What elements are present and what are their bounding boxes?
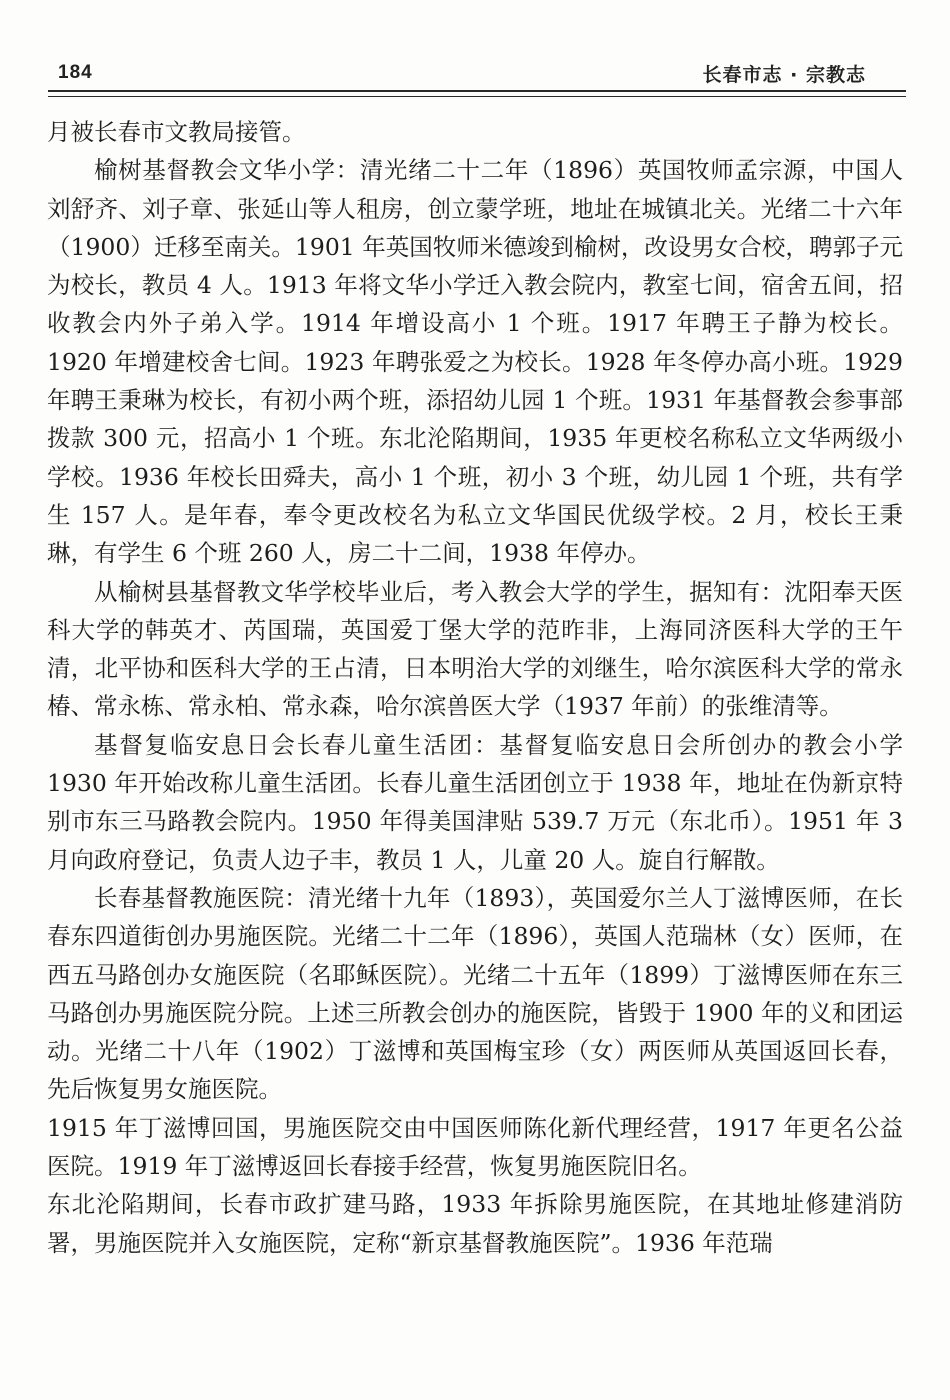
page-number: 184 — [58, 62, 93, 83]
body-text — [47, 113, 903, 1262]
header-rule — [48, 90, 906, 97]
paragraph-yushu-school: 榆树基督教会文华小学：清光绪二十二年（1896）英国牧师孟宗源，中国人刘舒齐、刘子章、张延山等人租房，创立蒙学班，地址在城镇北关。光绪二十六年（1900）迁移至南关。1901 年英国牧师米德竣到榆树，改设男女合校，聘郭子元为校长，教员 4 人。1913 年将文华小学迁入教会院内，教室七间，宿舍五间，招收教会内外子弟入学。1914 年增设高小 1 个班。1917 年聘王子静为校长。1920 年增建校舍七间。1923 年聘张爱之为校长。1928 年冬停办高小班。1929 年聘王秉琳为校长，有初小两个班，添招幼儿园 1 个班。1931 年基督教会参事部拨款 300 元，招高小 1 个班。东北沦陷期间，1935 年更校名称私立文华两级小学校。1936 年校长田舜夫，高小 1 个班，初小 3 个班，幼儿园 1 个班，共有学生 157 人。是年春，奉令更改校名为私立文华国民优级学校。2 月，校长王秉琳，有学生 6 个班 260 人，房二十二间，1938 年停办。 — [47, 156, 903, 568]
page-header — [48, 58, 902, 92]
paragraph-hospital: 长春基督教施医院：清光绪十九年（1893），英国爱尔兰人丁滋博医师，在长春东四道街创办男施医院。光绪二十二年（1896），英国人范瑞林（女）医师，在西五马路创办女施医院（名耶稣医院）。光绪二十五年（1899）丁滋博医师在东三马路创办男施医院分院。上述三所教会创办的施医院，皆毁于 1900 年的义和团运动。光绪二十八年（1902）丁滋博和英国梅宝珍（女）两医师从英国返回长春，先后恢复男女施医院。 — [47, 883, 903, 1104]
paragraph-children-group: 基督复临安息日会长春儿童生活团：基督复临安息日会所创办的教会小学 1930 年开始改称儿童生活团。长春儿童生活团创立于 1938 年，地址在伪新京特别市东三马路教会院内。1950 年得美国津贴 539.7 万元（东北币）。1951 年 3 月向政府登记，负责人边子丰，教员 1 人，儿童 20 人。旋自行解散。 — [47, 730, 903, 874]
paragraph-continuation: 月被长春市文教局接管。 — [47, 118, 306, 146]
paragraph-occupation-period: 东北沦陷期间，长春市政扩建马路，1933 年拆除男施医院，在其地址修建消防署，男施医院并入女施医院，定称“新京基督教施医院”。1936 年范瑞 — [47, 1190, 903, 1257]
running-title: 长春市志 · 宗教志 — [702, 64, 866, 86]
paragraph-hospital-1915: 1915 年丁滋博回国，男施医院交由中国医师陈化新代理经营，1917 年更名公益医院。1919 年丁滋博返回长春接手经营，恢复男施医院旧名。 — [47, 1113, 903, 1181]
paragraph-graduates: 从榆树县基督教文华学校毕业后，考入教会大学的学生，据知有：沈阳奉天医科大学的韩英才、芮国瑞，英国爱丁堡大学的范昨非，上海同济医科大学的王午清，北平协和医科大学的王占清，日本明治大学的刘继生，哈尔滨医科大学的常永椿、常永栋、常永柏、常永森，哈尔滨兽医大学（1937 年前）的张维清等。 — [47, 577, 903, 721]
